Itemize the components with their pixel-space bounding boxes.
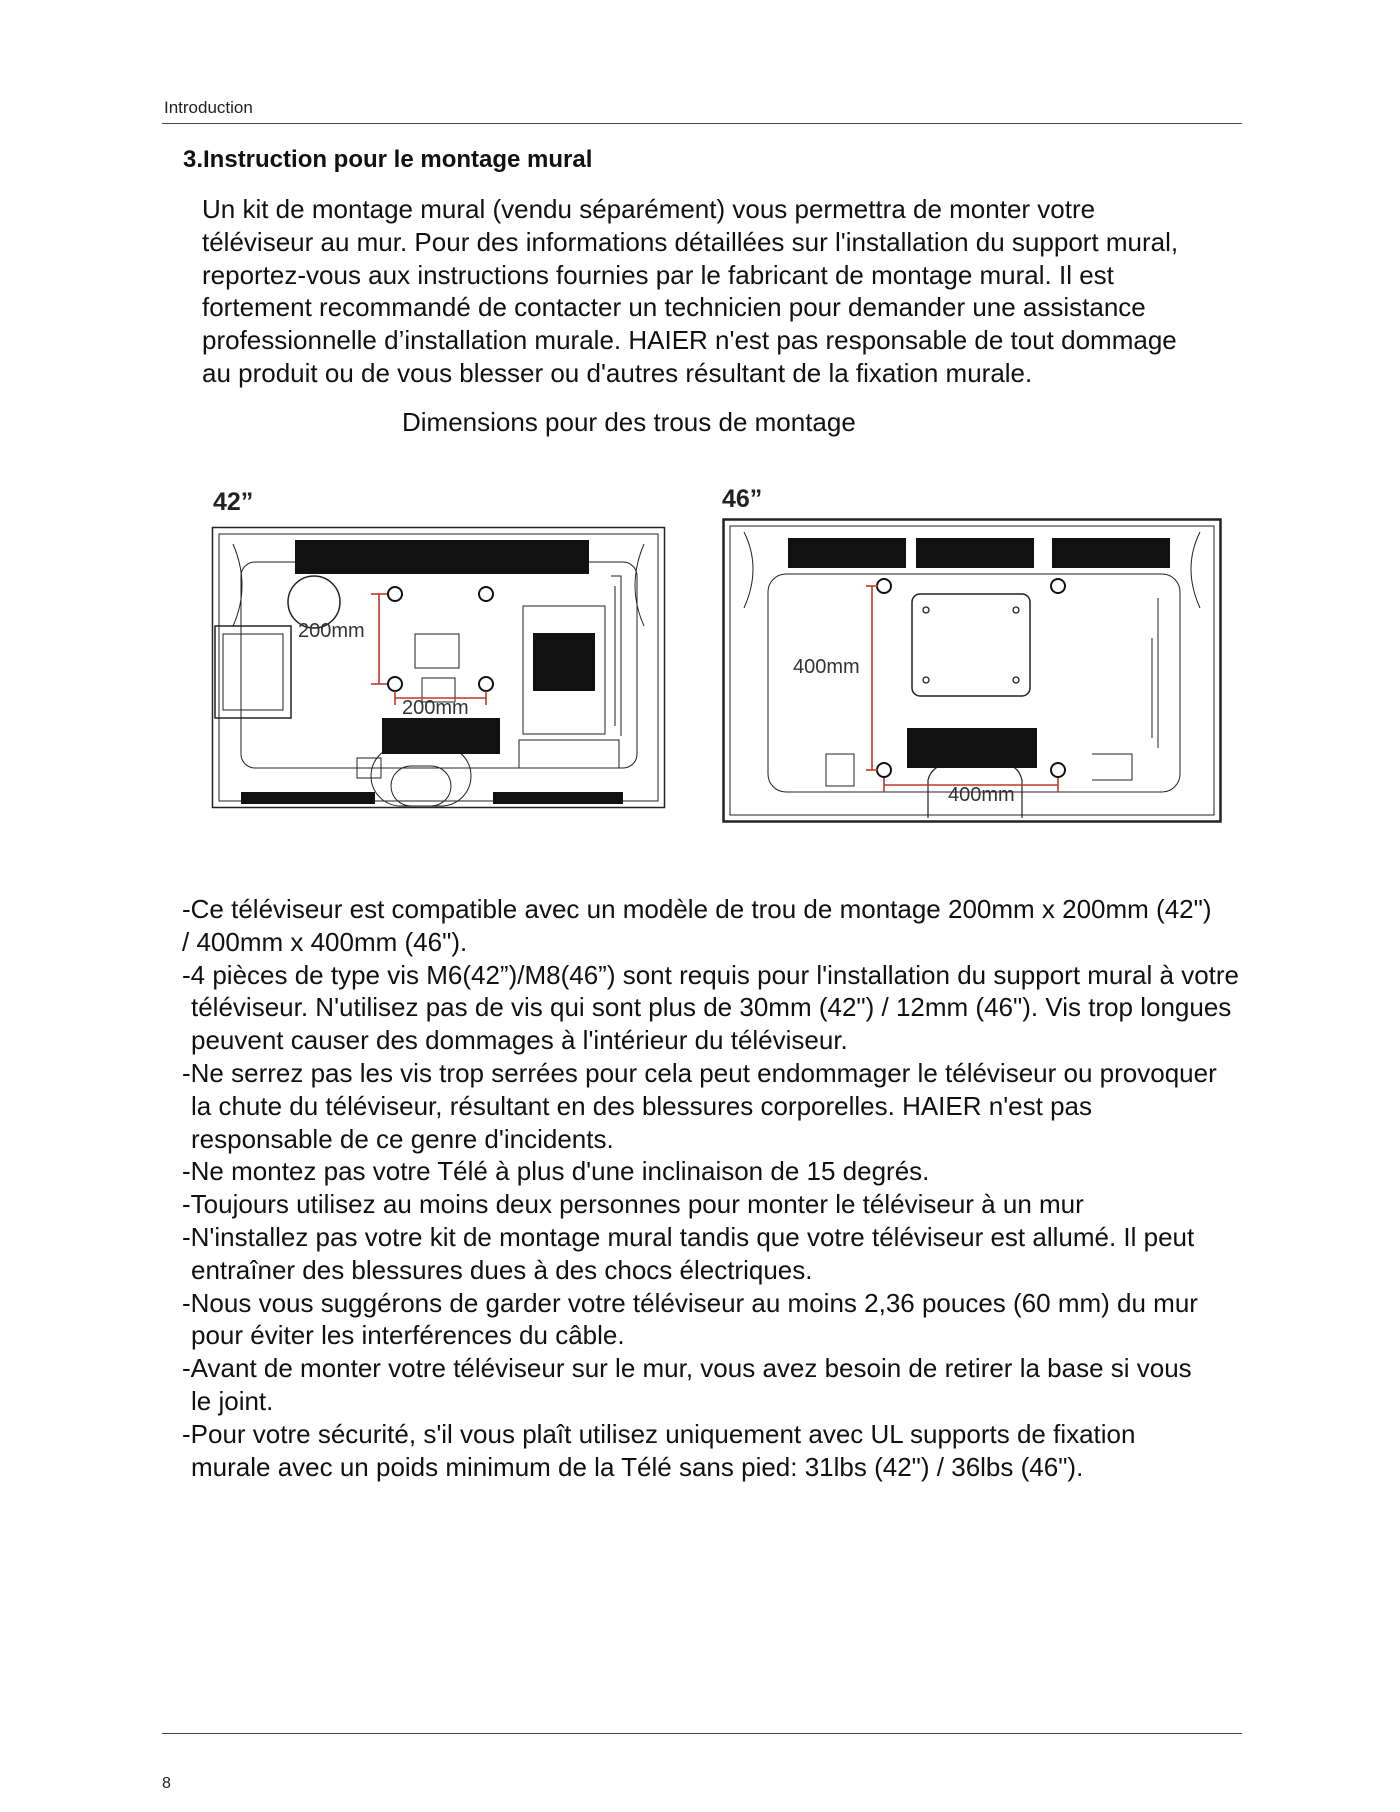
note-line: -4 pièces de type vis M6(42”)/M8(46”) sont requis pour l'installation du support mural à votre <box>182 959 1239 990</box>
note-line: téléviseur. N'utilisez pas de vis qui sont plus de 30mm (42") / 12mm (46"). Vis trop longues <box>191 992 1232 1023</box>
tv42-horizontal-dimension: 200mm <box>402 697 469 719</box>
note-item <box>182 1057 1322 1155</box>
note-line: -Ne serrez pas les vis trop serrées pour cela peut endommager le téléviseur ou provoquer <box>182 1057 1217 1088</box>
header-rule <box>162 123 1242 124</box>
tv42-vertical-dimension: 200mm <box>298 620 365 642</box>
note-line: peuvent causer des dommages à l'intérieur du téléviseur. <box>191 1025 848 1056</box>
running-header: Introduction <box>164 98 253 117</box>
intro-line: reportez-vous aux instructions fournies par le fabricant de montage mural. Il est <box>202 259 1114 290</box>
note-line: -Nous vous suggérons de garder votre téléviseur au moins 2,36 pouces (60 mm) du mur <box>182 1287 1198 1318</box>
figure-label-46: 46” <box>722 485 763 513</box>
note-item <box>182 1155 1322 1188</box>
note-line: -Pour votre sécurité, s'il vous plaît utilisez uniquement avec UL supports de fixation <box>182 1418 1136 1449</box>
note-item <box>182 1352 1322 1418</box>
intro-line: au produit ou de vous blesser ou d'autres résultant de la fixation murale. <box>202 357 1033 388</box>
note-line: -N'installez pas votre kit de montage mural tandis que votre téléviseur est allumé. Il peut <box>182 1221 1195 1252</box>
footer-rule <box>162 1733 1242 1734</box>
intro-line: fortement recommandé de contacter un technicien pour demander une assistance <box>202 292 1146 323</box>
note-item <box>182 1418 1322 1484</box>
intro-line: professionnelle d’installation murale. HAIER n'est pas responsable de tout dommage <box>202 325 1177 356</box>
note-line: -Ce téléviseur est compatible avec un modèle de trou de montage 200mm x 200mm (42") <box>182 894 1212 924</box>
mounting-notes-list <box>182 893 1322 1483</box>
intro-line: Un kit de montage mural (vendu séparément) vous permettra de monter votre <box>202 194 1096 224</box>
note-item <box>182 1188 1322 1221</box>
intro-paragraph <box>202 193 1262 390</box>
note-item <box>182 959 1322 1057</box>
note-line: / 400mm x 400mm (46"). <box>182 926 468 957</box>
note-item <box>182 1221 1322 1287</box>
intro-line: téléviseur au mur. Pour des informations détaillées sur l'installation du support mural, <box>202 226 1179 257</box>
note-line: entraîner des blessures dues à des chocs électriques. <box>191 1254 813 1285</box>
note-line: le joint. <box>191 1385 274 1416</box>
tv-42-back-diagram <box>211 526 666 809</box>
note-line: responsable de ce genre d'incidents. <box>191 1123 614 1154</box>
section-title: 3.Instruction pour le montage mural <box>183 146 593 173</box>
dimensions-title: Dimensions pour des trous de montage <box>402 407 856 437</box>
figure-label-42: 42” <box>213 488 254 516</box>
tv46-vertical-dimension: 400mm <box>793 656 860 678</box>
note-line: -Toujours utilisez au moins deux personnes pour monter le téléviseur à un mur <box>182 1189 1084 1220</box>
note-line: murale avec un poids minimum de la Télé sans pied: 31lbs (42") / 36lbs (46"). <box>191 1451 1084 1482</box>
note-item <box>182 893 1322 959</box>
tv46-horizontal-dimension: 400mm <box>948 784 1015 806</box>
note-line: -Avant de monter votre téléviseur sur le mur, vous avez besoin de retirer la base si vous <box>182 1353 1192 1384</box>
note-line: pour éviter les interférences du câble. <box>191 1320 625 1351</box>
page-number: 8 <box>162 1775 171 1792</box>
note-line: -Ne montez pas votre Télé à plus d'une inclinaison de 15 degrés. <box>182 1156 930 1187</box>
note-line: la chute du téléviseur, résultant en des blessures corporelles. HAIER n'est pas <box>191 1090 1092 1121</box>
note-item <box>182 1287 1322 1353</box>
